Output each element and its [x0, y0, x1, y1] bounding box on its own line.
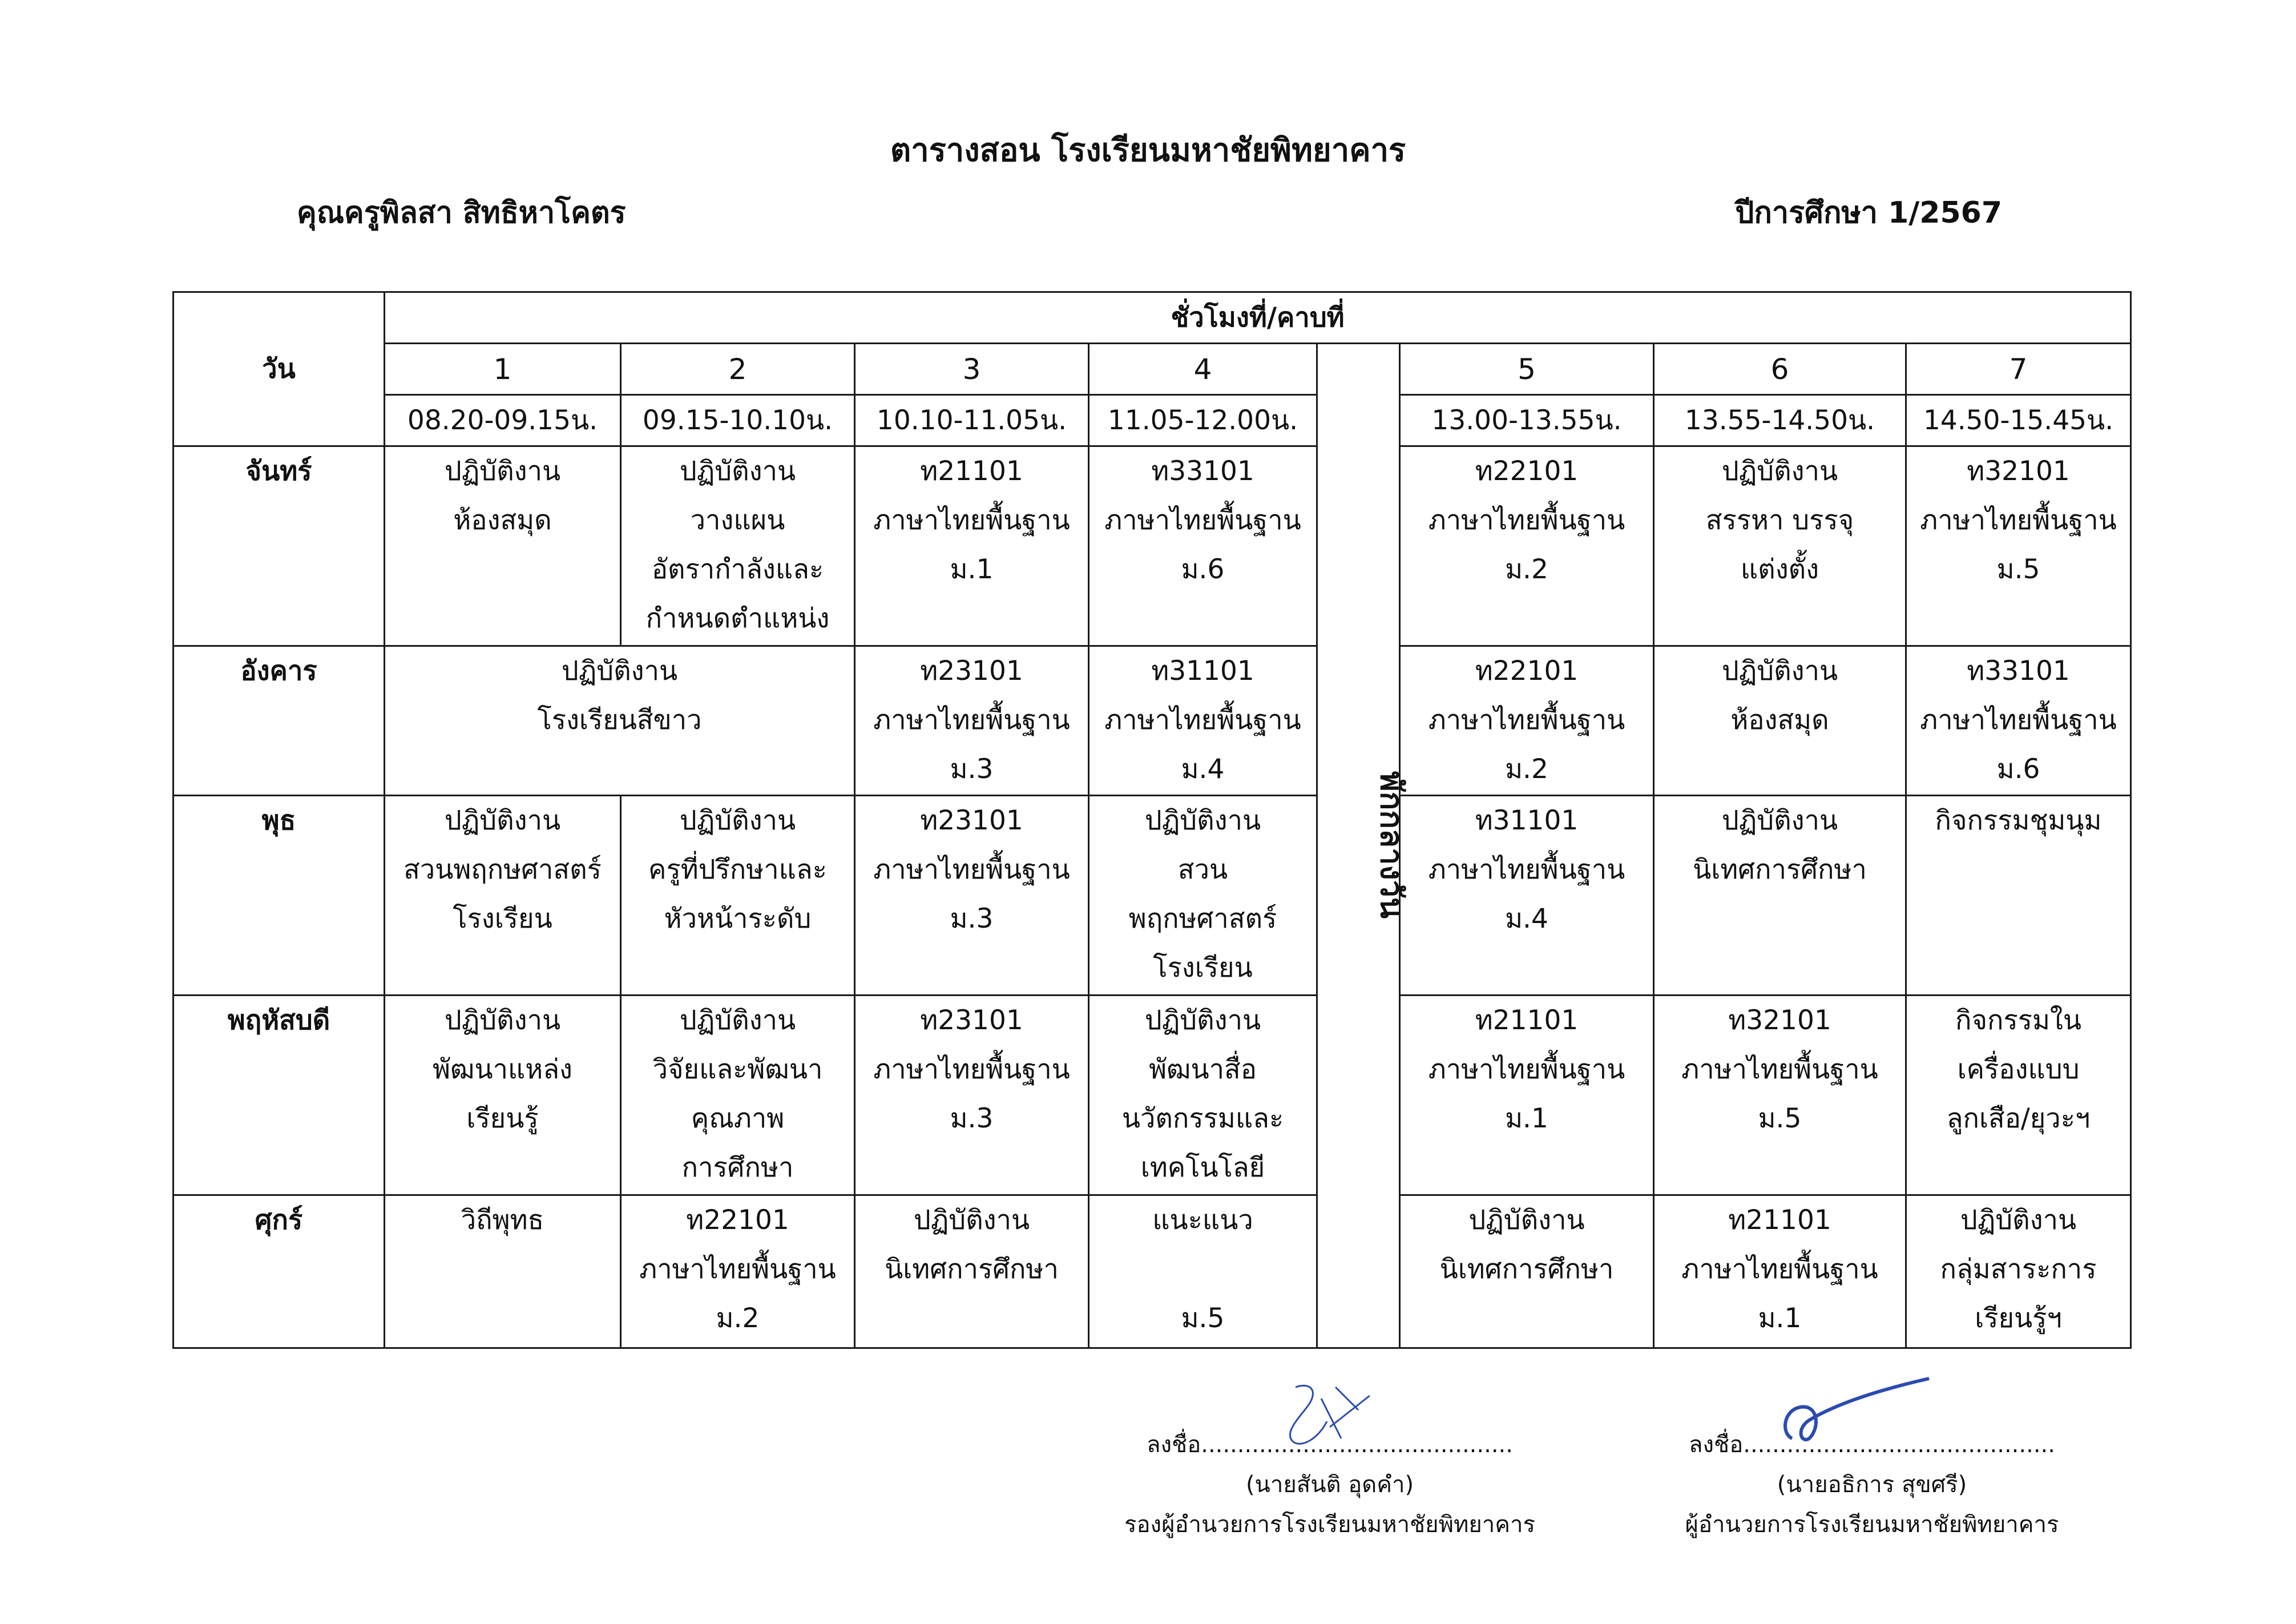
cell-line: เรียนรู้ฯ — [1975, 1303, 2062, 1334]
cell-line: โรงเรียน — [453, 903, 552, 934]
sign-label: ลงชื่อ — [1147, 1432, 1201, 1458]
cell-line: ภาษาไทยพื้นฐาน — [1428, 854, 1625, 885]
cell-line: ม.3 — [950, 903, 994, 934]
cell-line: ท22101 — [1475, 456, 1579, 487]
cell-line: ท21101 — [1475, 1005, 1579, 1036]
cell-line: นิเทศการศึกษา — [1439, 1254, 1614, 1285]
day-name: อังคาร — [173, 646, 385, 796]
cell-line: นวัตกรรมและ — [1121, 1103, 1284, 1134]
cell-line: ภาษาไทยพื้นฐาน — [1428, 704, 1625, 736]
cell-line: ภาษาไทยพื้นฐาน — [1681, 1054, 1878, 1085]
cell-line: พัฒนาสื่อ — [1149, 1054, 1257, 1085]
cell-line: ม.5 — [1181, 1303, 1225, 1334]
day-row — [173, 996, 2131, 1195]
cell-line: สวนพฤกษศาสตร์ — [403, 854, 602, 885]
schedule-cell — [1654, 446, 1906, 646]
sign-label: ลงชื่อ — [1689, 1432, 1744, 1458]
teacher-name: คุณครูพิลสา สิทธิหาโคตร — [297, 196, 626, 230]
cell-line: ม.5 — [1996, 554, 2040, 585]
schedule-cell — [621, 446, 855, 646]
schedule-cell — [1906, 996, 2131, 1195]
cell-line: ม.5 — [1758, 1103, 1802, 1134]
cell-line: ปฏิบัติงาน — [1144, 805, 1261, 836]
cell-line: ภาษาไทยพื้นฐาน — [1428, 1054, 1625, 1085]
cell-line: ม.1 — [1758, 1303, 1802, 1334]
schedule-cell — [1400, 1195, 1654, 1348]
schedule-cell — [385, 646, 855, 796]
handwritten-signature-deputy — [1273, 1376, 1387, 1461]
cell-line: กลุ่มสาระการ — [1940, 1254, 2097, 1285]
day-row — [173, 446, 2131, 646]
cell-line: การศึกษา — [681, 1152, 794, 1183]
period-time: 13.55-14.50น. — [1654, 395, 1906, 446]
schedule-cell — [1089, 996, 1317, 1195]
signer-position: รองผู้อำนวยการโรงเรียนมหาชัยพิทยาคาร — [1124, 1512, 1535, 1538]
cell-line: ท23101 — [920, 805, 1023, 836]
period-time: 09.15-10.10น. — [621, 395, 855, 446]
signer-name: (นายอธิการ สุขศรี) — [1777, 1472, 1967, 1498]
header-row-periods — [173, 344, 2131, 395]
cell-line: ครูที่ปรึกษาและ — [648, 854, 827, 885]
cell-line: ปฏิบัติงาน — [1468, 1204, 1585, 1236]
cell-line: ภาษาไทยพื้นฐาน — [639, 1254, 836, 1285]
cell-line: ปฏิบัติงาน — [561, 655, 678, 687]
schedule-cell — [621, 1195, 855, 1348]
schedule-cell — [385, 1195, 621, 1348]
day-row — [173, 796, 2131, 996]
cell-line: ปฏิบัติงาน — [679, 805, 796, 836]
period-time: 11.05-12.00น. — [1089, 395, 1317, 446]
cell-line: ภาษาไทยพื้นฐาน — [1681, 1254, 1878, 1285]
cell-line: ท32101 — [1967, 456, 2070, 487]
period-number: 7 — [1906, 344, 2131, 395]
period-time: 08.20-09.15น. — [385, 395, 621, 446]
schedule-cell — [855, 796, 1089, 996]
day-column-header: วัน — [173, 292, 385, 446]
cell-line: วางแผน — [690, 505, 785, 536]
period-time: 10.10-11.05น. — [855, 395, 1089, 446]
schedule-table — [172, 291, 2132, 1349]
day-name: พุธ — [173, 796, 385, 996]
cell-line: กิจกรรมชุมนุม — [1935, 805, 2102, 836]
period-number: 6 — [1654, 344, 1906, 395]
schedule-cell — [621, 996, 855, 1195]
schedule-cell — [1089, 446, 1317, 646]
cell-line: ท21101 — [920, 456, 1023, 487]
schedule-cell — [1400, 446, 1654, 646]
cell-line: พฤกษศาสตร์ — [1128, 903, 1277, 934]
cell-line: เรียนรู้ — [466, 1103, 539, 1134]
cell-line: ปฏิบัติงาน — [1721, 456, 1838, 487]
cell-line: ม.6 — [1181, 554, 1225, 585]
schedule-cell — [1906, 796, 2131, 996]
cell-line: ห้องสมุด — [1730, 704, 1829, 736]
cell-line: ท32101 — [1728, 1005, 1831, 1036]
cell-line: เครื่องแบบ — [1957, 1054, 2080, 1085]
schedule-cell — [1654, 646, 1906, 796]
schedule-cell — [1906, 1195, 2131, 1348]
cell-line: ปฏิบัติงาน — [1960, 1204, 2077, 1236]
schedule-cell — [1400, 796, 1654, 996]
schedule-cell — [1654, 996, 1906, 1195]
handwritten-signature-director — [1769, 1370, 1940, 1461]
cell-line: ภาษาไทยพื้นฐาน — [873, 704, 1070, 736]
cell-line: ท33101 — [1151, 456, 1254, 487]
period-number: 3 — [855, 344, 1089, 395]
day-name: จันทร์ — [173, 446, 385, 646]
cell-line: กิจกรรมใน — [1955, 1005, 2082, 1036]
period-header: ชั่วโมงที่/คาบที่ — [385, 292, 2131, 344]
cell-line: ม.4 — [1505, 903, 1548, 934]
cell-line: ปฏิบัติงาน — [444, 1005, 561, 1036]
cell-line: ม.2 — [716, 1303, 760, 1334]
period-time: 13.00-13.55น. — [1400, 395, 1654, 446]
period-number: 2 — [621, 344, 855, 395]
cell-line: ท31101 — [1475, 805, 1579, 836]
cell-line: ท21101 — [1728, 1204, 1831, 1236]
day-name: พฤหัสบดี — [173, 996, 385, 1195]
signer-name: (นายสันติ อุดคำ) — [1245, 1472, 1414, 1498]
cell-line: โรงเรียน — [1153, 952, 1253, 984]
cell-line: ภาษาไทยพื้นฐาน — [1920, 704, 2117, 736]
cell-line: ปฏิบัติงาน — [1721, 655, 1838, 687]
schedule-cell — [855, 446, 1089, 646]
cell-line: ม.2 — [1505, 554, 1548, 585]
schedule-cell — [1654, 1195, 1906, 1348]
cell-line: หัวหน้าระดับ — [664, 903, 812, 934]
cell-line: โรงเรียนสีขาว — [537, 704, 702, 736]
schedule-cell — [1400, 996, 1654, 1195]
schedule-cell — [385, 446, 621, 646]
schedule-cell — [1089, 796, 1317, 996]
cell-line: ปฏิบัติงาน — [444, 456, 561, 487]
cell-line: ท22101 — [686, 1204, 789, 1236]
cell-line: สวน — [1177, 854, 1228, 885]
cell-line: กำหนดตำแหน่ง — [645, 603, 830, 634]
signer-position: ผู้อำนวยการโรงเรียนมหาชัยพิทยาคาร — [1685, 1512, 2059, 1538]
cell-line: ม.1 — [950, 554, 994, 585]
schedule-cell — [1400, 646, 1654, 796]
signature-line: ........................................... — [1743, 1432, 2055, 1458]
day-name: ศุกร์ — [173, 1195, 385, 1348]
cell-line: อัตรากำลังและ — [651, 554, 824, 585]
header-row-times — [173, 395, 2131, 446]
cell-line: ปฏิบัติงาน — [679, 456, 796, 487]
cell-line: วิจัยและพัฒนา — [652, 1054, 823, 1085]
schedule-cell — [1906, 646, 2131, 796]
cell-line: ภาษาไทยพื้นฐาน — [873, 505, 1070, 536]
cell-line: ปฏิบัติงาน — [679, 1005, 796, 1036]
cell-line: ภาษาไทยพื้นฐาน — [1104, 704, 1301, 736]
cell-line: แนะแนว — [1152, 1204, 1253, 1236]
cell-line: ลูกเสือ/ยุวะฯ — [1946, 1103, 2091, 1134]
cell-line: พัฒนาแหล่ง — [433, 1054, 572, 1085]
cell-line: ม.2 — [1505, 753, 1548, 785]
cell-line: ม.4 — [1181, 753, 1225, 785]
academic-year: ปีการศึกษา 1/2567 — [1735, 196, 2002, 230]
cell-line: ม.3 — [950, 1103, 994, 1134]
period-number: 5 — [1400, 344, 1654, 395]
schedule-cell — [855, 1195, 1089, 1348]
period-time: 14.50-15.45น. — [1906, 395, 2131, 446]
day-row — [173, 646, 2131, 796]
period-number: 1 — [385, 344, 621, 395]
schedule-cell — [621, 796, 855, 996]
cell-line: ท33101 — [1967, 655, 2070, 687]
cell-line: ปฏิบัติงาน — [913, 1204, 1030, 1236]
cell-line: ม.1 — [1505, 1103, 1548, 1134]
cell-line: ภาษาไทยพื้นฐาน — [1920, 505, 2117, 536]
cell-line: เทคโนโลยี — [1140, 1152, 1265, 1183]
schedule-cell — [1654, 796, 1906, 996]
cell-line: ปฏิบัติงาน — [1144, 1005, 1261, 1036]
period-number: 4 — [1089, 344, 1317, 395]
signature-line: ........................................... — [1201, 1432, 1513, 1458]
schedule-cell — [385, 996, 621, 1195]
cell-line — [1090, 1245, 1316, 1294]
cell-line: ภาษาไทยพื้นฐาน — [873, 854, 1070, 885]
cell-line: ท23101 — [920, 655, 1023, 687]
schedule-cell — [385, 796, 621, 996]
header-row-1 — [173, 292, 2131, 344]
schedule-cell — [855, 996, 1089, 1195]
cell-line: แต่งตั้ง — [1740, 554, 1819, 585]
cell-line: ม.3 — [950, 753, 994, 785]
cell-line: วิถีพุทธ — [461, 1204, 544, 1236]
cell-line: ท23101 — [920, 1005, 1023, 1036]
page-title: ตารางสอน โรงเรียนมหาชัยพิทยาคาร — [890, 132, 1406, 169]
cell-line: นิเทศการศึกษา — [885, 1254, 1059, 1285]
cell-line: ปฏิบัติงาน — [1721, 805, 1838, 836]
lunch-label: พักกลางวัน — [1374, 771, 1410, 919]
day-row — [173, 1195, 2131, 1348]
cell-line: ภาษาไทยพื้นฐาน — [873, 1054, 1070, 1085]
cell-line: คุณภาพ — [691, 1103, 785, 1134]
cell-line: ท31101 — [1151, 655, 1254, 687]
cell-line: สรรหา บรรจุ — [1705, 505, 1854, 536]
cell-line: ม.6 — [1996, 753, 2040, 785]
schedule-cell — [1089, 1195, 1317, 1348]
cell-line: ภาษาไทยพื้นฐาน — [1104, 505, 1301, 536]
schedule-cell — [1089, 646, 1317, 796]
schedule-cell — [1906, 446, 2131, 646]
lunch-break-cell — [1317, 344, 1410, 1348]
cell-line: ภาษาไทยพื้นฐาน — [1428, 505, 1625, 536]
cell-line: ปฏิบัติงาน — [444, 805, 561, 836]
cell-line: ท22101 — [1475, 655, 1579, 687]
cell-line: นิเทศการศึกษา — [1693, 854, 1867, 885]
schedule-cell — [855, 646, 1089, 796]
cell-line: ห้องสมุด — [453, 505, 552, 536]
